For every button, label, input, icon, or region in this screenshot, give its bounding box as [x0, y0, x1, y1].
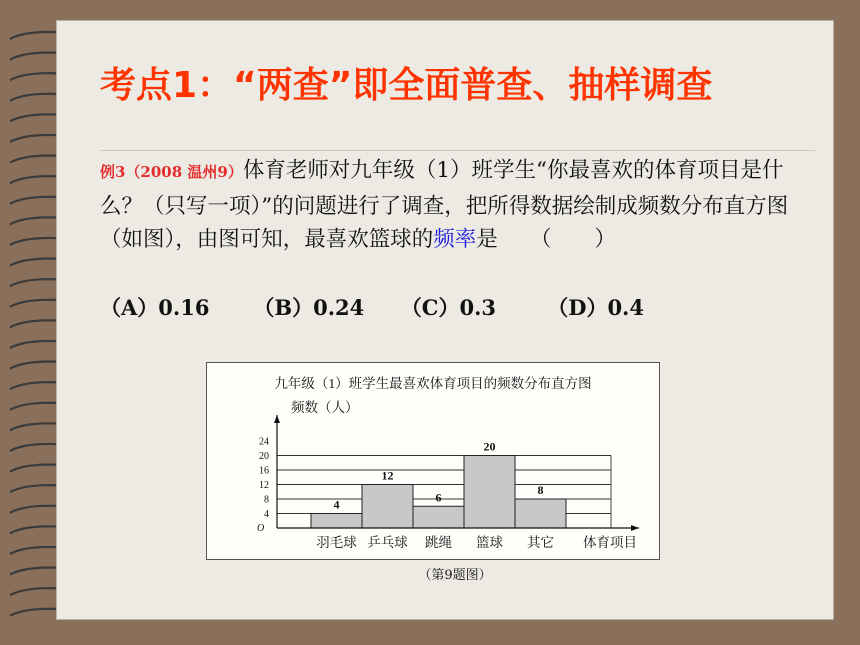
- title-divider: [100, 150, 815, 151]
- y-tick-label: 24: [259, 436, 269, 448]
- bar-2: [362, 485, 413, 529]
- bar-value-label: 20: [483, 439, 496, 454]
- question-body: 体育老师对九年级（1）班学生“你最喜欢的体育项目是什么？（只写一项）”的问题进行了调查，把所得数据绘制成频数分布直方图（如图），由图可知，最喜欢篮球的: [100, 158, 789, 252]
- x-axis-arrow: [631, 525, 639, 531]
- bar-3: [413, 506, 464, 528]
- chart-title: 九年级（1）班学生最喜欢体育项目的频数分布直方图: [274, 376, 592, 391]
- bar-value-label: 12: [381, 468, 394, 483]
- question-tail: 是 （ ）: [476, 227, 617, 252]
- bar-5: [515, 499, 566, 528]
- bar-value-label: 8: [537, 483, 544, 497]
- slide-title: 考点1：“两查”即全面普查、抽样调查: [100, 65, 713, 106]
- chart-frame: [206, 362, 660, 560]
- figure-caption: （第9题图）: [418, 568, 492, 583]
- y-tick-label: 12: [259, 480, 269, 491]
- x-tick-label: 羽毛球: [316, 535, 357, 550]
- highlight-term: 频率: [433, 227, 477, 252]
- option-a[interactable]: （A）0.16: [100, 295, 210, 320]
- y-tick-label: 8: [264, 494, 269, 506]
- option-d[interactable]: （D）0.4: [547, 295, 644, 320]
- option-c[interactable]: （C）0.3: [400, 295, 497, 320]
- option-b[interactable]: （B）0.24: [253, 295, 365, 320]
- y-tick-label: 20: [259, 451, 269, 462]
- y-axis-label: 频数（人）: [291, 400, 359, 415]
- y-tick-label: 4: [264, 509, 269, 520]
- x-axis-label: 体育项目: [583, 535, 637, 550]
- x-tick-label: 其它: [527, 535, 554, 550]
- bar-value-label: 4: [333, 497, 340, 512]
- question-text: [100, 154, 814, 257]
- example-label: 例3（2008 温州9）: [100, 163, 243, 181]
- bar-4: [464, 456, 515, 529]
- x-tick-label: 乒乓球: [367, 535, 408, 550]
- bar-value-label: 6: [435, 490, 442, 505]
- y-tick-label: 16: [259, 465, 269, 477]
- origin-label: O: [257, 523, 265, 534]
- y-axis-arrow: [274, 415, 280, 423]
- answer-options: [100, 292, 814, 322]
- x-tick-label: 篮球: [476, 535, 503, 550]
- x-tick-label: 跳绳: [425, 535, 452, 550]
- histogram-chart: [207, 363, 659, 559]
- bar-1: [311, 514, 362, 529]
